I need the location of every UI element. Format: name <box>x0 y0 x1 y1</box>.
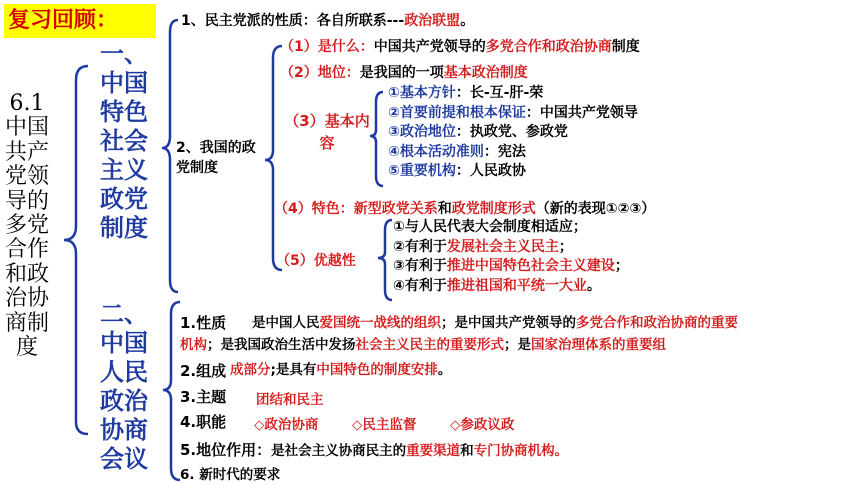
advantage-item: ③有利于推进中国特色社会主义建设； <box>393 258 629 274</box>
cppcc-nature-text-2: 机构；是我国政治生活中发扬社会主义民主的重要形式；是国家治理体系的重要组 <box>180 337 666 353</box>
lesson-title: 6.1中国共产党领导的多党合作和政治协商制度 <box>4 91 49 361</box>
cppcc-nature-text: 是中国人民爱国统一战线的组织；是中国共产党领导的多党合作和政治协商的重要 <box>252 315 738 331</box>
party-nature-line: 1、民主党派的性质：各自所联系---政治联盟。 <box>181 13 475 29</box>
cppcc-theme-value: 团结和民主 <box>256 392 324 408</box>
advantage-label: （5）优越性 <box>276 253 356 269</box>
cppcc-functions-label: 4.职能 <box>180 413 227 431</box>
cppcc-function-1: ◇政治协商 <box>254 417 319 433</box>
cppcc-function-3: ◇参政议政 <box>450 417 515 433</box>
advantage-item: ②有利于发展社会主义民主； <box>393 238 573 255</box>
feature-line: （4）特色：新型政党关系和政党制度形式（新的表现①②③） <box>274 201 656 217</box>
cppcc-function-2: ◇民主监督 <box>352 417 417 433</box>
party-system-label: 2、我国的政党制度 <box>176 140 256 176</box>
cppcc-nature-text-3: 成部分;是具有中国特色的制度安排。 <box>230 362 452 378</box>
cppcc-composition-label: 2.组成 <box>180 362 227 380</box>
cppcc-nature-label: 1.性质 <box>180 314 227 332</box>
basic-content-list <box>388 84 638 182</box>
content-item: ③政治地位：执政党、参政党 <box>388 124 568 140</box>
content-item: ②首要前提和根本保证：中国共产党领导 <box>388 104 638 121</box>
system-status-line: （2）地位：是我国的一项基本政治制度 <box>280 65 528 81</box>
party-nature-value: 政治联盟 <box>404 13 461 29</box>
section1-title: 一、中国特色社会主义政党制度 <box>100 40 148 242</box>
system-what-line: （1）是什么：中国共产党领导的多党合作和政治协商制度 <box>280 39 640 55</box>
advantage-item: ①与人民代表大会制度相适应； <box>393 219 587 235</box>
content-item: ④根本活动准则：宪法 <box>388 143 526 160</box>
cppcc-theme-label: 3.主题 <box>180 388 227 406</box>
content-item: ⑤重要机构：人民政协 <box>388 163 526 179</box>
advantage-list <box>393 218 629 296</box>
review-badge: 复习回顾： <box>4 4 156 38</box>
advantage-item: ④有利于推进祖国和平统一大业。 <box>393 277 601 294</box>
party-nature-label: 1、民主党派的性质：各自所联系--- <box>181 13 405 29</box>
cppcc-role-line: 5.地位作用：是社会主义协商民主的重要渠道和专门协商机构。 <box>180 441 569 459</box>
section2-title: 二、中国人民政治协商会议 <box>100 300 148 473</box>
content-item: ①基本方针：长-互-肝-荣 <box>388 85 544 101</box>
basic-content-label: （3）基本内容 <box>284 112 370 152</box>
cppcc-new-era-label: 6. 新时代的要求 <box>180 467 281 483</box>
